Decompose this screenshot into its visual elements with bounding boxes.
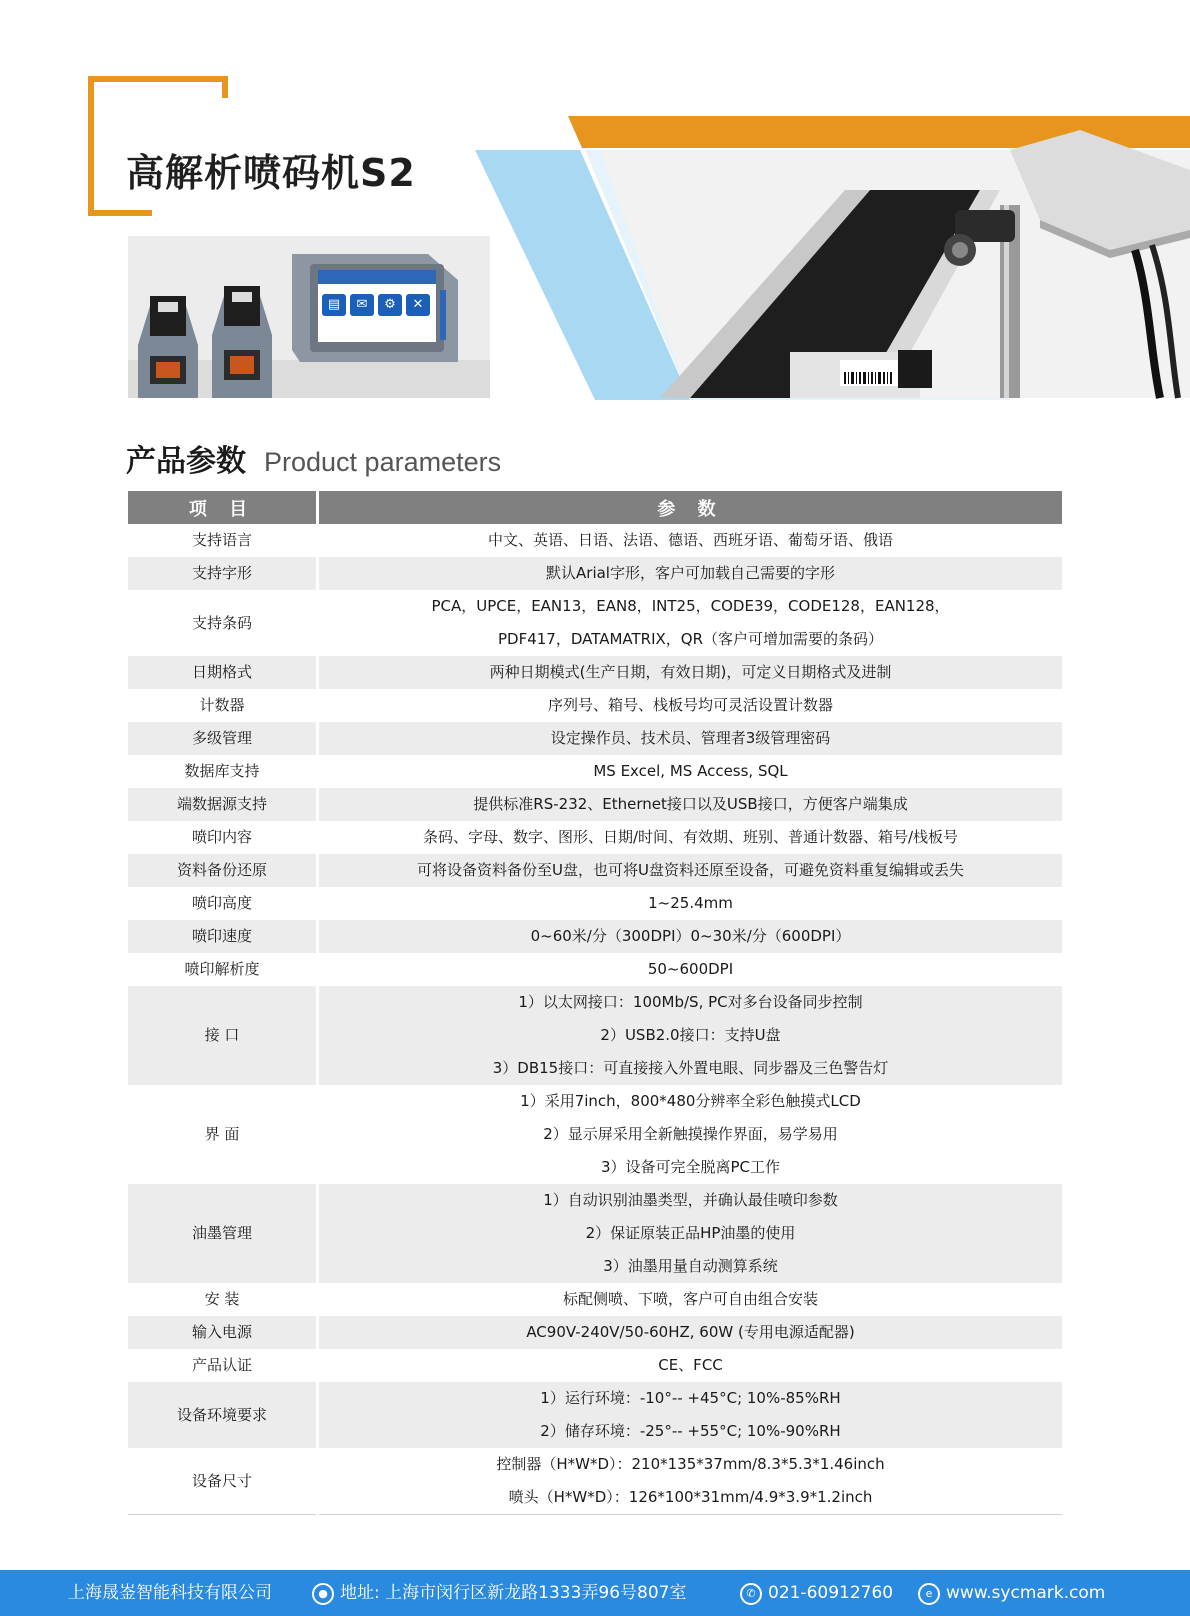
section-title-cn: 产品参数: [126, 444, 246, 479]
row-value: [318, 1085, 1063, 1184]
row-value-line: 2）储存环境：-25°-- +55°C; 10%-90%RH: [540, 1422, 841, 1440]
row-value: [318, 1382, 1063, 1448]
row-value-line: AC90V-240V/50-60HZ, 60W (专用电源适配器): [526, 1323, 855, 1341]
row-label: 资料备份还原: [128, 854, 318, 887]
row-value-line: 1）运行环境：-10°-- +45°C; 10%-85%RH: [540, 1389, 841, 1407]
footer-company: 上海晟崟智能科技有限公司: [68, 1583, 272, 1603]
footer-phone-text: 021-60912760: [768, 1583, 894, 1603]
section-title-en: Product parameters: [264, 447, 502, 477]
table-row: [128, 887, 1062, 920]
row-value: [318, 755, 1063, 788]
row-label: 产品认证: [128, 1349, 318, 1382]
row-value: [318, 854, 1063, 887]
row-value-line: 两种日期模式(生产日期，有效日期)，可定义日期格式及进制: [489, 663, 892, 681]
settings-icon: ⚙: [378, 294, 402, 316]
phone-icon: ✆: [740, 1583, 762, 1605]
spec-table: [128, 491, 1062, 1515]
row-value: [318, 821, 1063, 854]
row-value-line: 喷头（H*W*D）：126*100*31mm/4.9*3.9*1.2inch: [508, 1488, 873, 1506]
footer-address: [312, 1570, 686, 1616]
row-value-line: 序列号、箱号、栈板号均可灵活设置计数器: [547, 696, 833, 714]
footer-bar: [0, 1570, 1190, 1616]
row-value: [318, 1184, 1063, 1283]
table-row: [128, 1184, 1062, 1283]
row-value: [318, 1316, 1063, 1349]
message-icon: ✉: [350, 294, 374, 316]
footer-address-text: 地址: 上海市闵行区新龙路1333弄96号807室: [340, 1583, 687, 1603]
row-value-line: 可将设备资料备份至U盘，也可将U盘资料还原至设备，可避免资料重复编辑或丢失: [417, 861, 964, 879]
row-label: 多级管理: [128, 722, 318, 755]
row-value: [318, 953, 1063, 986]
row-value: [318, 590, 1063, 656]
row-value: [318, 524, 1063, 557]
location-icon: ●: [312, 1583, 334, 1605]
table-header-row: [128, 491, 1062, 524]
row-label: 设备环境要求: [128, 1382, 318, 1448]
table-row: [128, 557, 1062, 590]
row-label: 支持字形: [128, 557, 318, 590]
row-value: [318, 1283, 1063, 1316]
row-value-line: 默认Arial字形，客户可加载自己需要的字形: [546, 564, 835, 582]
table-row: [128, 986, 1062, 1085]
table-row: [128, 755, 1062, 788]
row-value: [318, 1448, 1063, 1515]
header-item: 项 目: [128, 491, 318, 524]
row-value-line: 3）油墨用量自动测算系统: [603, 1257, 778, 1275]
table-row: [128, 1382, 1062, 1448]
header-param: 参 数: [318, 491, 1063, 524]
table-row: [128, 920, 1062, 953]
row-value-line: 中文、英语、日语、法语、德语、西班牙语、葡萄牙语、俄语: [487, 531, 893, 549]
row-value: [318, 920, 1063, 953]
row-value-line: 1）以太网接口：100Mb/S, PC对多台设备同步控制: [518, 993, 863, 1011]
row-label: 计数器: [128, 689, 318, 722]
row-value: [318, 722, 1063, 755]
row-label: 设备尺寸: [128, 1448, 318, 1515]
row-label: 日期格式: [128, 656, 318, 689]
row-value-line: 2）显示屏采用全新触摸操作界面，易学易用: [543, 1125, 838, 1143]
row-value-line: 设定操作员、技术员、管理者3级管理密码: [550, 729, 831, 747]
table-row: [128, 1316, 1062, 1349]
spec-table-body: [128, 524, 1062, 1515]
row-label: 输入电源: [128, 1316, 318, 1349]
row-label: 喷印高度: [128, 887, 318, 920]
row-value: [318, 788, 1063, 821]
table-row: [128, 1448, 1062, 1515]
section-title: [126, 436, 501, 480]
row-value: [318, 887, 1063, 920]
row-value: [318, 656, 1063, 689]
row-value-line: 控制器（H*W*D）：210*135*37mm/8.3*5.3*1.46inch: [496, 1455, 885, 1473]
row-value-line: 条码、字母、数字、图形、日期/时间、有效期、班别、普通计数器、箱号/栈板号: [422, 828, 959, 846]
row-value-line: 2）USB2.0接口：支持U盘: [600, 1026, 781, 1044]
row-value-line: 标配侧喷、下喷，客户可自由组合安装: [562, 1290, 818, 1308]
row-label: 支持条码: [128, 590, 318, 656]
row-value-line: PDF417，DATAMATRIX，QR（客户可增加需要的条码）: [497, 630, 884, 648]
row-value-line: 1）采用7inch，800*480分辨率全彩色触摸式LCD: [520, 1092, 861, 1110]
row-value-line: CE、FCC: [658, 1356, 723, 1374]
footer-phone: [740, 1570, 893, 1616]
row-value-line: 0~60米/分（300DPI）0~30米/分（600DPI）: [530, 927, 851, 945]
row-label: 支持语言: [128, 524, 318, 557]
table-row: [128, 722, 1062, 755]
row-value-line: 1）自动识别油墨类型，并确认最佳喷印参数: [543, 1191, 838, 1209]
row-value-line: 3）DB15接口：可直接接入外置电眼、同步器及三色警告灯: [492, 1059, 889, 1077]
table-row: [128, 524, 1062, 557]
page-title: 高解析喷码机S2: [126, 151, 416, 195]
row-value: [318, 1349, 1063, 1382]
web-icon: e: [918, 1583, 940, 1605]
row-value: [318, 557, 1063, 590]
table-row: [128, 821, 1062, 854]
table-row: [128, 788, 1062, 821]
table-row: [128, 953, 1062, 986]
footer-website-text: www.sycmark.com: [946, 1583, 1106, 1603]
hero-banner: [0, 110, 1190, 400]
row-value-line: MS Excel, MS Access, SQL: [593, 762, 788, 780]
row-label: 端数据源支持: [128, 788, 318, 821]
row-value-line: 50~600DPI: [647, 960, 734, 978]
row-label: 安 装: [128, 1283, 318, 1316]
table-row: [128, 1283, 1062, 1316]
row-value: [318, 986, 1063, 1085]
table-row: [128, 689, 1062, 722]
tools-icon: ✕: [406, 294, 430, 316]
row-label: 界 面: [128, 1085, 318, 1184]
row-label: 喷印速度: [128, 920, 318, 953]
table-row: [128, 1349, 1062, 1382]
row-label: 接 口: [128, 986, 318, 1085]
row-label: 数据库支持: [128, 755, 318, 788]
table-row: [128, 1085, 1062, 1184]
row-value-line: 提供标准RS-232、Ethernet接口以及USB接口，方便客户端集成: [473, 795, 908, 813]
row-value-line: 2）保证原装正品HP油墨的使用: [585, 1224, 796, 1242]
row-label: 喷印解析度: [128, 953, 318, 986]
footer-website[interactable]: [918, 1570, 1105, 1616]
table-row: [128, 590, 1062, 656]
row-value-line: PCA，UPCE，EAN13，EAN8，INT25，CODE39，CODE128，EAN128，: [431, 597, 950, 615]
table-row: [128, 656, 1062, 689]
row-value-line: 3）设备可完全脱离PC工作: [600, 1158, 781, 1176]
row-value-line: 1~25.4mm: [648, 894, 733, 912]
row-value: [318, 689, 1063, 722]
hero-illustration: [0, 110, 1190, 400]
row-label: 喷印内容: [128, 821, 318, 854]
printer-icon: ▤: [322, 294, 346, 316]
table-row: [128, 854, 1062, 887]
row-label: 油墨管理: [128, 1184, 318, 1283]
